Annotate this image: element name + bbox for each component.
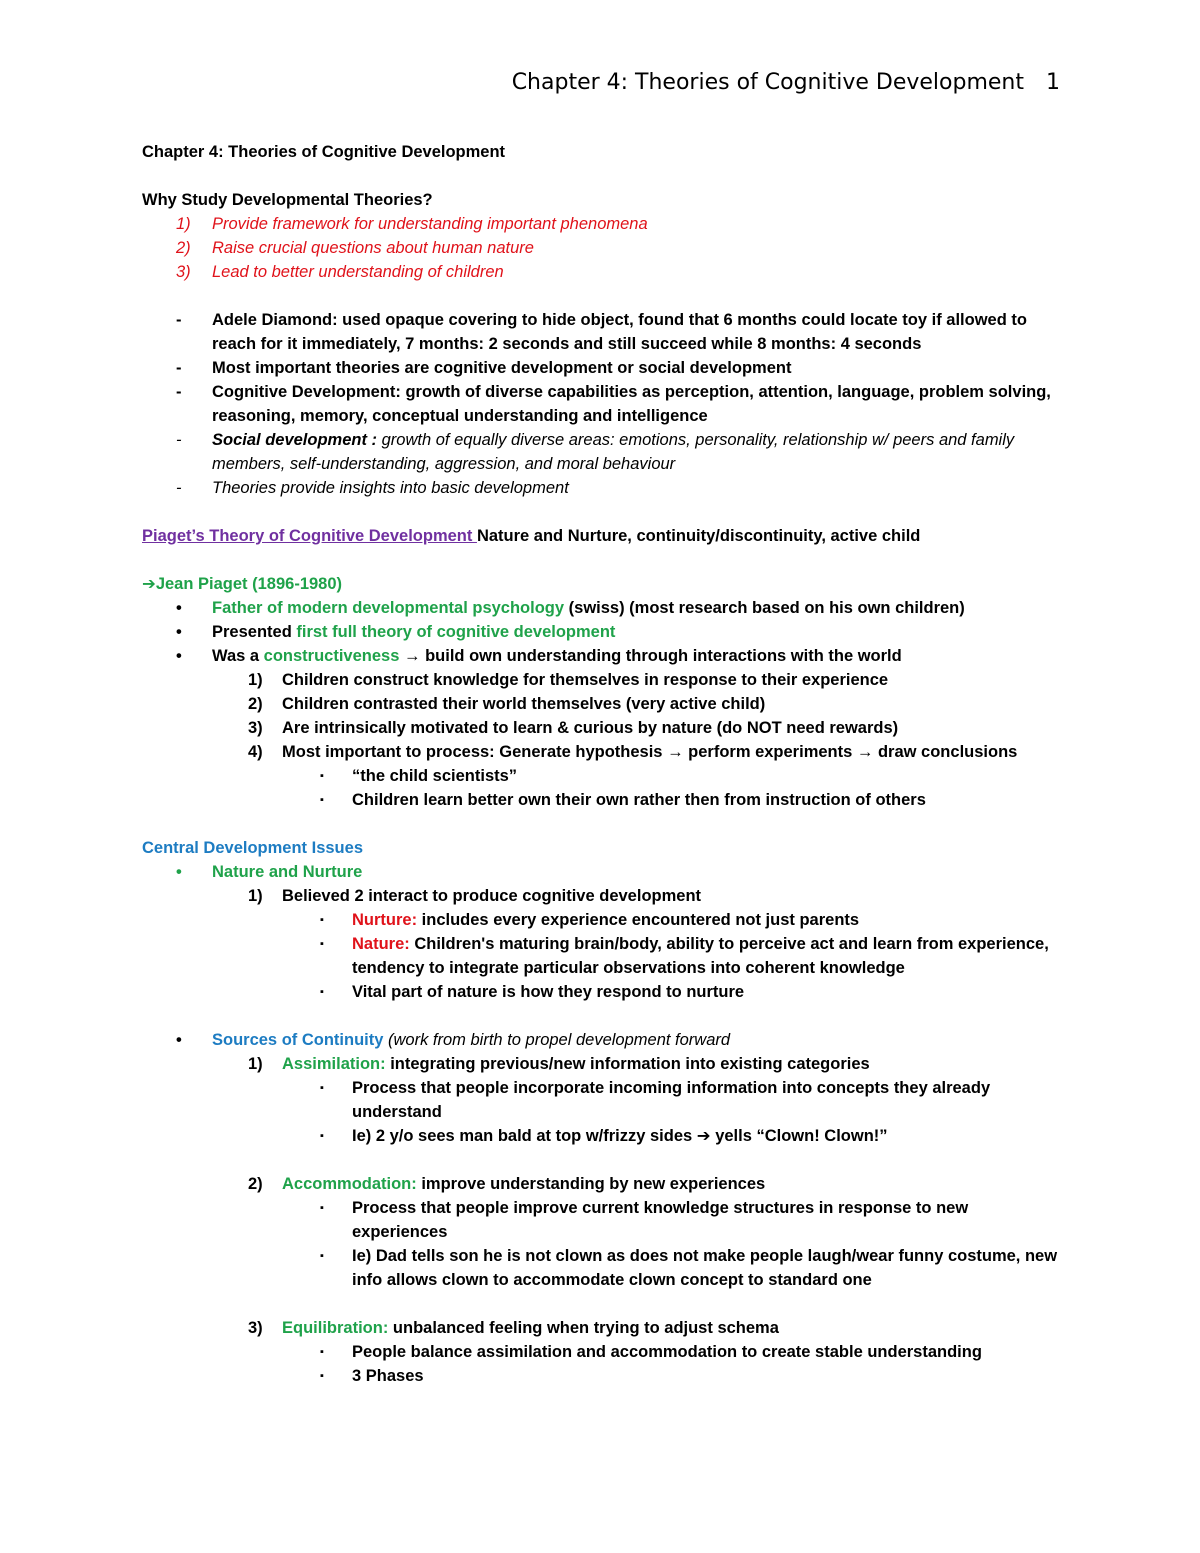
item-text: “the child scientists” bbox=[352, 767, 518, 785]
square-bullet-icon: ▪ bbox=[320, 1370, 324, 1382]
bullet-icon: • bbox=[176, 863, 182, 881]
bullet-icon: • bbox=[176, 647, 182, 665]
why-item bbox=[142, 236, 1062, 260]
bullet-icon: • bbox=[176, 623, 182, 641]
why-item-text: Lead to better understanding of children bbox=[212, 263, 504, 281]
bullet-item bbox=[142, 620, 1062, 644]
item-text: Children construct knowledge for themselves in response to their experience bbox=[282, 671, 889, 689]
note-adele bbox=[142, 308, 1062, 356]
note-insights bbox=[142, 476, 1062, 500]
item-text: Vital part of nature is how they respond to nurture bbox=[352, 983, 745, 1001]
document-body bbox=[142, 140, 1062, 1388]
numbered-item bbox=[142, 716, 1062, 740]
square-bullet-icon: ▪ bbox=[320, 1250, 324, 1262]
nature-label: Nature: bbox=[352, 935, 410, 953]
item-text: unbalanced feeling when trying to adjust schema bbox=[388, 1319, 779, 1337]
bullet-icon: • bbox=[176, 1031, 182, 1049]
sub-bullet-item bbox=[142, 908, 1062, 932]
why-heading: Why Study Developmental Theories? bbox=[142, 191, 433, 209]
bullet-icon: • bbox=[176, 599, 182, 617]
father-text: Father of modern developmental psychology bbox=[212, 599, 565, 617]
note-important bbox=[142, 356, 1062, 380]
note-text: Cognitive Development: growth of diverse capabilities as perception, attention, language, problem solving, reasoning, memory, conceptual understanding and intelligence bbox=[212, 383, 1051, 425]
jean-heading bbox=[142, 572, 1062, 596]
square-bullet-icon: ▪ bbox=[320, 938, 324, 950]
numbered-item bbox=[142, 668, 1062, 692]
square-bullet-icon: ▪ bbox=[320, 914, 324, 926]
page-number: 1 bbox=[1046, 70, 1060, 95]
bullet-item bbox=[142, 644, 1062, 668]
numbered-item bbox=[142, 1052, 1062, 1076]
square-bullet-icon: ▪ bbox=[320, 1082, 324, 1094]
list-marker: 1) bbox=[248, 671, 263, 689]
sub-bullet-item bbox=[142, 1076, 1062, 1124]
sub-bullet-item bbox=[142, 1340, 1062, 1364]
sub-bullet-item bbox=[142, 788, 1062, 812]
note-text: Adele Diamond: used opaque covering to hide object, found that 6 months could locate toy if allowed to reach for it immediately, 7 months: 2 seconds and still succeed while 8 months: 4 seconds bbox=[212, 311, 1027, 353]
nurture-label: Nurture: bbox=[352, 911, 418, 929]
nature-nurture-label: Nature and Nurture bbox=[212, 863, 363, 881]
document-title: Chapter 4: Theories of Cognitive Development bbox=[142, 143, 506, 161]
square-bullet-icon: ▪ bbox=[320, 794, 324, 806]
square-bullet-icon: ▪ bbox=[320, 986, 324, 998]
father-rest: (swiss) (most research based on his own children) bbox=[564, 599, 965, 617]
central-heading: Central Development Issues bbox=[142, 839, 363, 857]
square-bullet-icon: ▪ bbox=[320, 1346, 324, 1358]
header-title: Chapter 4: Theories of Cognitive Development bbox=[511, 70, 1024, 95]
why-item bbox=[142, 260, 1062, 284]
presented-green: first full theory of cognitive development bbox=[296, 623, 616, 641]
list-marker: 1) bbox=[176, 215, 191, 233]
list-marker: 1) bbox=[248, 887, 263, 905]
accommodation-label: Accommodation: bbox=[282, 1175, 417, 1193]
item-text: includes every experience encountered not just parents bbox=[417, 911, 860, 929]
note-label: Social development : bbox=[212, 431, 378, 449]
piaget-section-rest: Nature and Nurture, continuity/discontinuity, active child bbox=[476, 527, 921, 545]
item-text: Children contrasted their world themselves (very active child) bbox=[282, 695, 766, 713]
note-cognitive bbox=[142, 380, 1062, 428]
list-marker: 3) bbox=[248, 719, 263, 737]
numbered-item bbox=[142, 1316, 1062, 1340]
sub-bullet-item bbox=[142, 1244, 1062, 1292]
item-text: integrating previous/new information into existing categories bbox=[385, 1055, 870, 1073]
was-pre: Was a bbox=[212, 647, 264, 665]
sub-bullet-item bbox=[142, 980, 1062, 1004]
why-item-text: Raise crucial questions about human nature bbox=[212, 239, 534, 257]
square-bullet-icon: ▪ bbox=[320, 1202, 324, 1214]
continuity-italic: (work from birth to propel development forward bbox=[383, 1031, 731, 1049]
dash-marker: - bbox=[176, 383, 182, 401]
note-text: growth of equally diverse areas: emotions, personality, relationship w/ peers and family members, self-understanding, aggression, and moral behaviour bbox=[212, 431, 1015, 473]
bullet-item bbox=[142, 860, 1062, 884]
was-green: constructiveness bbox=[263, 647, 400, 665]
bullet-item bbox=[142, 1028, 1062, 1052]
presented-pre: Presented bbox=[212, 623, 297, 641]
piaget-link[interactable]: Piaget’s Theory of Cognitive Development bbox=[142, 527, 477, 545]
square-bullet-icon: ▪ bbox=[320, 770, 324, 782]
item-text: Ie) 2 y/o sees man bald at top w/frizzy sides bbox=[352, 1127, 697, 1145]
numbered-item bbox=[142, 1172, 1062, 1196]
sub-bullet-item bbox=[142, 932, 1062, 980]
why-item-text: Provide framework for understanding important phenomena bbox=[212, 215, 648, 233]
list-marker: 2) bbox=[176, 239, 191, 257]
dash-marker: - bbox=[176, 359, 182, 377]
arrow-icon: ➔ bbox=[142, 575, 156, 593]
note-social bbox=[142, 428, 1062, 476]
sub-bullet-item bbox=[142, 1124, 1062, 1148]
item-text: 3 Phases bbox=[352, 1367, 424, 1385]
was-rest: → build own understanding through interactions with the world bbox=[399, 647, 902, 665]
item-text: Most important to process: Generate hypothesis → perform experiments → draw conclusions bbox=[282, 743, 1018, 761]
sub-bullet-item bbox=[142, 1364, 1062, 1388]
item-text: Process that people incorporate incoming information into concepts they already understand bbox=[352, 1079, 991, 1121]
numbered-item bbox=[142, 884, 1062, 908]
piaget-section-heading bbox=[142, 524, 1062, 548]
jean-heading-text: Jean Piaget (1896-1980) bbox=[155, 575, 343, 593]
item-text: People balance assimilation and accommodation to create stable understanding bbox=[352, 1343, 982, 1361]
item-text: improve understanding by new experiences bbox=[416, 1175, 766, 1193]
list-marker: 3) bbox=[248, 1319, 263, 1337]
item-text: yells “Clown! Clown!” bbox=[710, 1127, 888, 1145]
item-text: Ie) Dad tells son he is not clown as does not make people laugh/wear funny costume, new info allows clown to accommodate clown concept to standard one bbox=[352, 1247, 1058, 1289]
note-text: Most important theories are cognitive development or social development bbox=[212, 359, 792, 377]
equilibration-label: Equilibration: bbox=[282, 1319, 389, 1337]
dash-marker: - bbox=[176, 311, 182, 329]
sub-bullet-item bbox=[142, 764, 1062, 788]
numbered-item bbox=[142, 692, 1062, 716]
item-text: Are intrinsically motivated to learn & curious by nature (do NOT need rewards) bbox=[282, 719, 899, 737]
item-text: Children learn better own their own rather then from instruction of others bbox=[352, 791, 926, 809]
sub-bullet-item bbox=[142, 1196, 1062, 1244]
why-item bbox=[142, 212, 1062, 236]
arrow-icon: ➔ bbox=[696, 1127, 711, 1145]
list-marker: 1) bbox=[248, 1055, 263, 1073]
bullet-item bbox=[142, 596, 1062, 620]
list-marker: 4) bbox=[248, 743, 263, 761]
list-marker: 3) bbox=[176, 263, 191, 281]
page-header bbox=[512, 70, 1060, 95]
square-bullet-icon: ▪ bbox=[320, 1130, 324, 1142]
dash-marker: - bbox=[176, 479, 182, 497]
item-text: Process that people improve current knowledge structures in response to new experiences bbox=[352, 1199, 969, 1241]
note-text: Theories provide insights into basic development bbox=[212, 479, 569, 497]
numbered-item bbox=[142, 740, 1062, 764]
item-text: Children's maturing brain/body, ability to perceive act and learn from experience, tendency to integrate particular observations into coherent knowledge bbox=[352, 935, 1049, 977]
dash-marker: - bbox=[176, 431, 182, 449]
assimilation-label: Assimilation: bbox=[282, 1055, 386, 1073]
continuity-label: Sources of Continuity bbox=[212, 1031, 384, 1049]
item-text: Believed 2 interact to produce cognitive development bbox=[282, 887, 702, 905]
list-marker: 2) bbox=[248, 1175, 263, 1193]
list-marker: 2) bbox=[248, 695, 263, 713]
